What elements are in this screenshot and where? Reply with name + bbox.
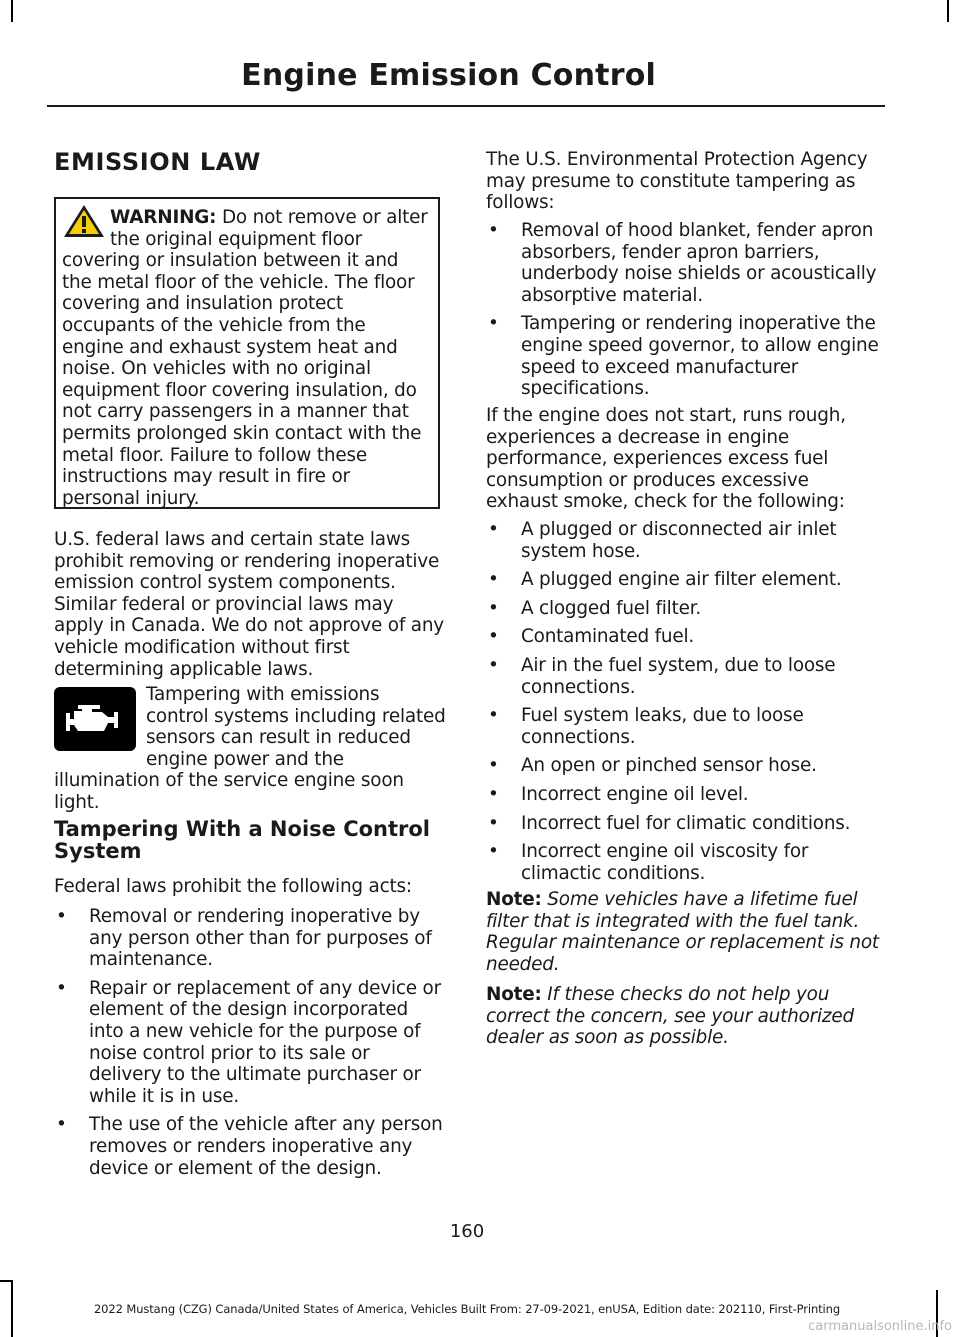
engine-check-list: [486, 519, 881, 884]
crop-mark: [0, 1280, 12, 1282]
warning-text: [62, 207, 432, 509]
list-item: • Removal of hood blanket, fender apron absorbers, fender apron barriers, underbody noise shields or acoustically absorptive material.: [486, 220, 881, 306]
paragraph-engine-check: If the engine does not start, runs rough, experiences a decrease in engine performance, experiences excess fuel consumption or produces excessive exhaust smoke, check for the following:: [486, 405, 846, 513]
list-item: • Incorrect engine oil level.: [486, 784, 881, 806]
list-item: • The use of the vehicle after any person removes or renders inoperative any device or element of the design.: [54, 1114, 446, 1179]
warning-label: WARNING:: [110, 207, 217, 228]
note-lifetime-filter: [486, 889, 881, 975]
section-heading: EMISSION LAW: [54, 148, 261, 176]
subheading-noise-control: Tampering With a Noise Control System: [54, 817, 431, 863]
list-item: • Incorrect engine oil viscosity for climactic conditions.: [486, 841, 881, 884]
page-number: 160: [449, 1221, 485, 1242]
note-label: Note:: [486, 984, 542, 1005]
crop-mark: [947, 0, 949, 22]
engine-warning-paragraph: [54, 684, 446, 814]
list-item: • A plugged or disconnected air inlet system hose.: [486, 519, 881, 562]
page-footer: 2022 Mustang (CZG) Canada/United States of America, Vehicles Built From: 27-09-2021, enUSA, Edition date: 202110, First-Printing: [93, 1302, 841, 1316]
note-text: If these checks do not help you correct the concern, see your authorized dealer as soon as possible.: [486, 984, 854, 1049]
list-item: • Air in the fuel system, due to loose connections.: [486, 655, 881, 698]
warning-box: [54, 197, 440, 509]
tampering-emissions-text: Tampering with emissions control systems including related sensors can result in reduced engine power and the illumination of the service engine soon light.: [54, 684, 446, 813]
list-item: • Repair or replacement of any device or element of the design incorporated into a new vehicle for the purpose of noise control prior to its sale or delivery to the ultimate purchaser or while it is in use.: [54, 978, 446, 1108]
crop-mark: [11, 0, 13, 22]
watermark: carmanualsonline.info: [808, 1319, 952, 1334]
list-item: • Removal or rendering inoperative by any person other than for purposes of maintenance.: [54, 906, 446, 971]
note-label: Note:: [486, 889, 542, 910]
list-item: • Fuel system leaks, due to loose connections.: [486, 705, 881, 748]
note-text: Some vehicles have a lifetime fuel filter that is integrated with the fuel tank. Regular maintenance or replacement is not needed.: [486, 889, 879, 975]
warning-triangle-icon: [62, 203, 106, 239]
note-see-dealer: [486, 984, 881, 1049]
list-item: • A plugged engine air filter element.: [486, 569, 881, 591]
check-engine-icon: [54, 687, 136, 751]
list-item: • An open or pinched sensor hose.: [486, 755, 881, 777]
list-item: • A clogged fuel filter.: [486, 598, 881, 620]
paragraph-epa: The U.S. Environmental Protection Agency may presume to constitute tampering as follows:: [486, 149, 868, 214]
list-item: • Tampering or rendering inoperative the engine speed governor, to allow engine speed to exceed manufacturer specifications.: [486, 313, 881, 399]
header-divider: [47, 105, 885, 107]
list-item: • Contaminated fuel.: [486, 626, 881, 648]
list-item: • Incorrect fuel for climatic conditions.: [486, 813, 881, 835]
page-header-title: Engine Emission Control: [241, 58, 656, 93]
paragraph-federal-acts: Federal laws prohibit the following acts:: [54, 876, 412, 897]
epa-tampering-list: [486, 220, 881, 400]
warning-body: Do not remove or alter the original equipment floor covering or insulation between it and the metal floor of the vehicle. The floor covering and insulation protect occupants of the vehicle from the engine and exhaust system heat and noise. On vehicles with no original equipment floor covering insulation, do not carry passengers in a manner that permits prolonged skin contact with the metal floor. Failure to follow these instructions may result in fire or personal injury.: [62, 207, 428, 509]
paragraph-federal-laws: U.S. federal laws and certain state laws prohibit removing or rendering inoperative emission control system components. Similar federal or provincial laws may apply in Canada. We do not approve of any vehicle modification without first determining applicable laws.: [54, 529, 444, 680]
noise-control-list: [54, 906, 446, 1179]
